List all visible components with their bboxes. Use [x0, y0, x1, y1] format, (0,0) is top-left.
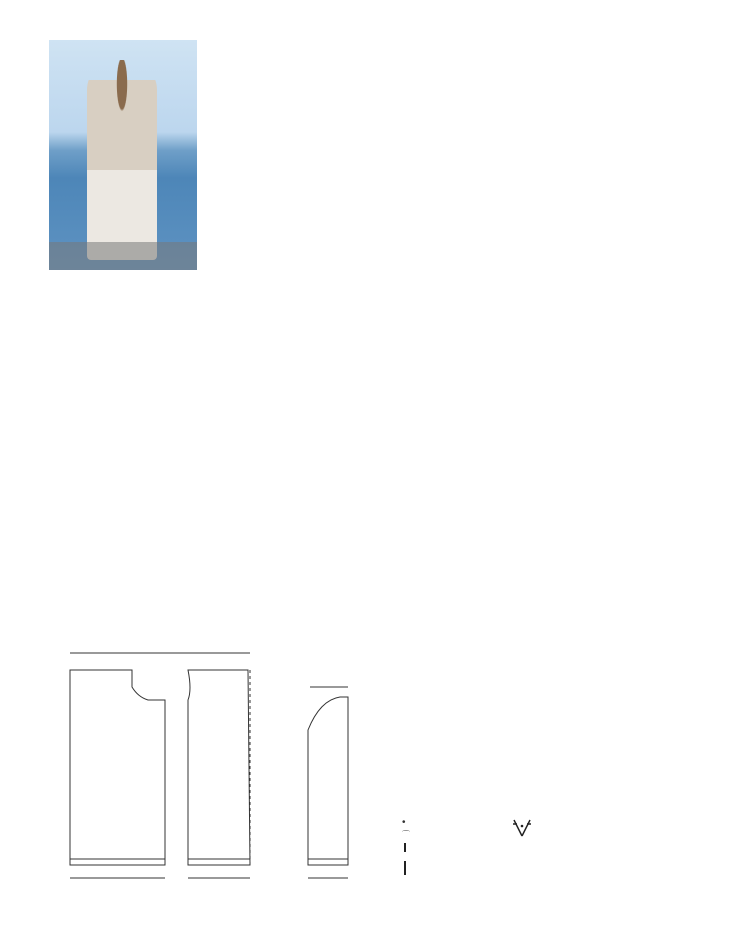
front-outline	[188, 670, 250, 865]
photo-caption	[49, 242, 197, 270]
back-outline	[70, 670, 165, 865]
model-photo	[49, 40, 197, 270]
legend-slip: ⌒	[402, 830, 410, 839]
legend-sc	[404, 843, 406, 852]
model-figure	[87, 60, 157, 260]
v-stitch-icon	[510, 818, 534, 840]
legend-chain: •	[402, 817, 406, 828]
legend-dc	[404, 861, 406, 875]
pattern-schematics	[40, 645, 380, 895]
crochet-chart	[378, 38, 708, 778]
sleeve-outline	[308, 697, 348, 865]
